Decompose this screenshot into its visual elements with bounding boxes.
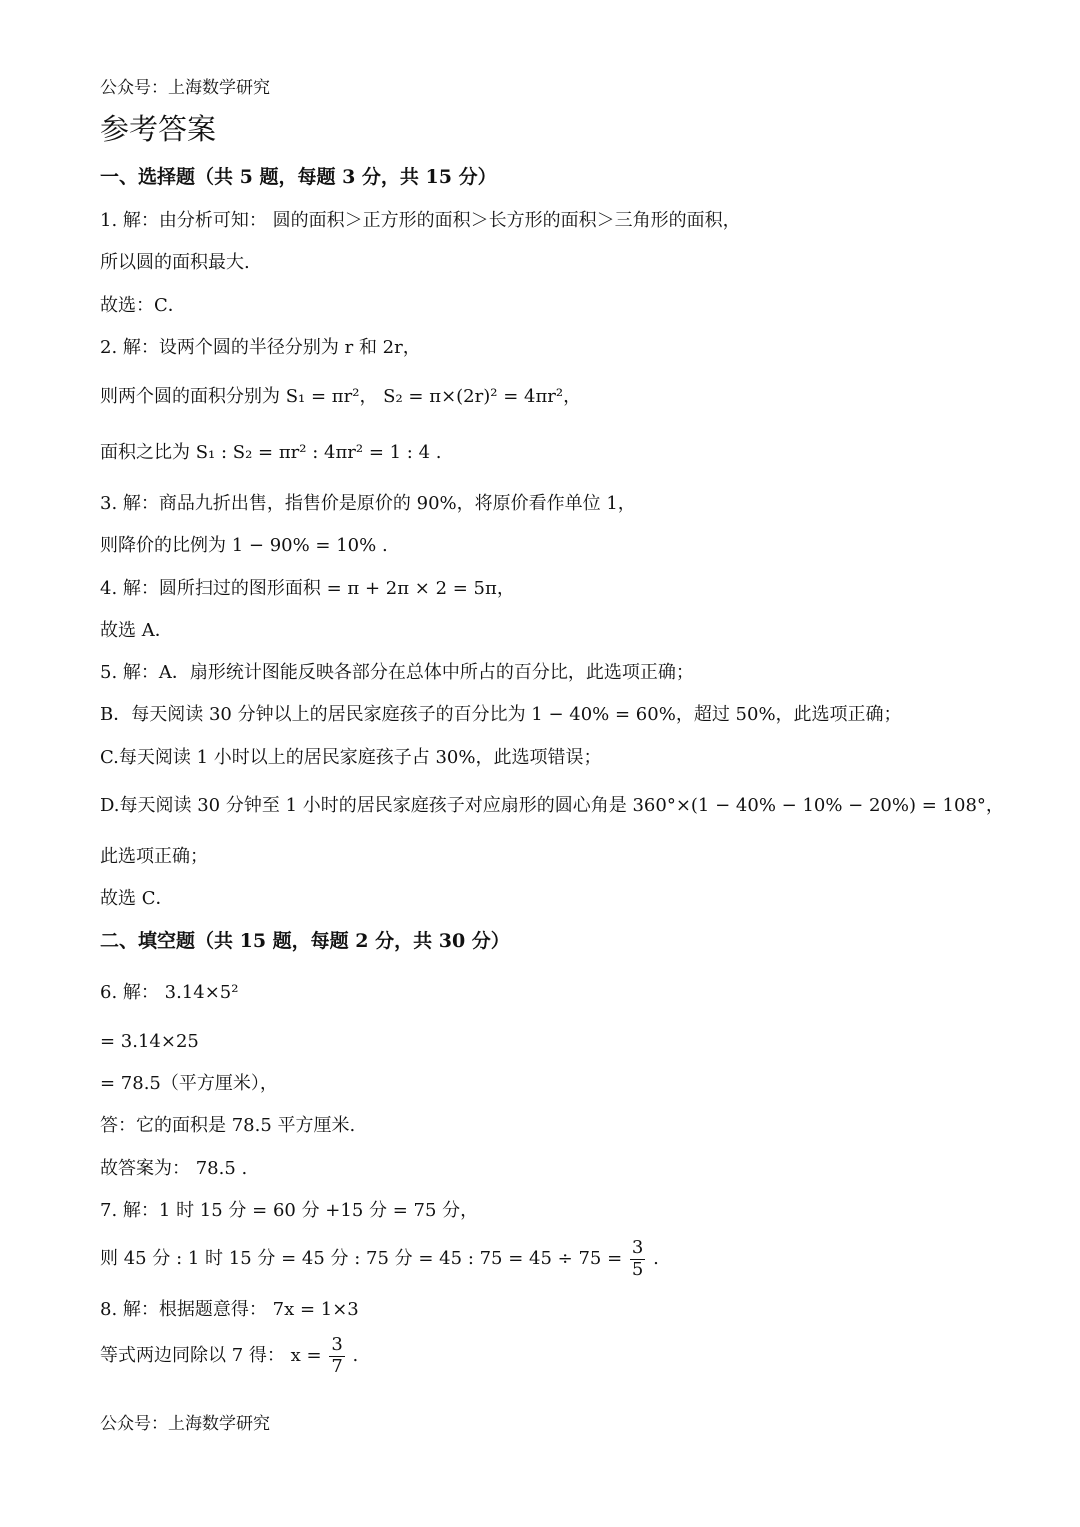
fraction-lead-text: 则 45 分 : 1 时 15 分 = 45 分 : 75 分 = 45 : 75 = 45 ÷ 75 =	[100, 1248, 623, 1270]
answer-line: 故选 C．	[100, 888, 174, 909]
answer-line: 5. 解：A．扇形统计图能反映各部分在总体中所占的百分比，此选项正确；	[100, 662, 694, 683]
section-heading-fill: 二、填空题（共 15 题，每题 2 分，共 30 分）	[100, 930, 510, 952]
answer-line: 则降价的比例为 1 − 90% = 10% .	[100, 535, 388, 556]
answer-line: 答：它的面积是 78.5 平方厘米.	[100, 1115, 356, 1136]
answer-line: C.每天阅读 1 小时以上的居民家庭孩子占 30%，此选项错误；	[100, 747, 602, 768]
answer-line: 故答案为： 78.5 .	[100, 1158, 248, 1179]
answer-line: 所以圆的面积最大.	[100, 252, 250, 273]
answer-line: 此选项正确；	[100, 846, 208, 867]
fraction-end: .	[653, 1248, 659, 1270]
answer-line: 6. 解： 3.14×5²	[100, 982, 239, 1003]
answer-line: 4. 解：圆所扫过的图形面积 = π + 2π × 2 = 5π，	[100, 578, 515, 599]
page-footer: 公众号：上海数学研究	[100, 1414, 270, 1434]
page-title: 参考答案	[100, 112, 217, 146]
answer-line: D.每天阅读 30 分钟至 1 小时的居民家庭孩子对应扇形的圆心角是 360°×(1 − 40% − 10% − 20%) = 108°，	[100, 795, 1004, 816]
answer-line: 故选 A．	[100, 620, 173, 641]
fraction	[630, 1238, 645, 1280]
fraction-denominator: 7	[331, 1355, 343, 1377]
answer-line-fraction	[100, 1335, 358, 1377]
answer-line: = 3.14×25	[100, 1031, 199, 1052]
answer-line: 2. 解：设两个圆的半径分别为 r 和 2r，	[100, 337, 421, 358]
fraction-end: .	[352, 1345, 359, 1367]
answer-line: B．每天阅读 30 分钟以上的居民家庭孩子的百分比为 1 − 40% = 60%，超过 50%，此选项正确；	[100, 704, 902, 725]
fraction-lead-text: 等式两边同除以 7 得： x =	[100, 1345, 322, 1367]
answer-line: 故选：C．	[100, 295, 186, 316]
fraction-denominator: 5	[631, 1258, 644, 1280]
answer-line: 3. 解：商品九折出售，指售价是原价的 90%，将原价看作单位 1，	[100, 493, 636, 514]
answer-line: 1. 解：由分析可知： 圆的面积＞正方形的面积＞长方形的面积＞三角形的面积，	[100, 210, 741, 231]
answer-line: 8. 解：根据题意得： 7x = 1×3	[100, 1299, 359, 1320]
answer-line: 则两个圆的面积分别为 S₁ = πr²， S₂ = π×(2r)² = 4πr²，	[100, 386, 582, 407]
page-header: 公众号：上海数学研究	[100, 78, 270, 98]
answer-line-fraction	[100, 1238, 659, 1280]
fraction-numerator: 3	[631, 1237, 644, 1258]
answer-line: = 78.5（平方厘米），	[100, 1073, 278, 1094]
answer-line: 面积之比为 S₁ : S₂ = πr² : 4πr² = 1 : 4 .	[100, 442, 442, 463]
fraction	[329, 1335, 344, 1377]
fraction-numerator: 3	[331, 1334, 343, 1355]
answer-line: 7. 解：1 时 15 分 = 60 分 +15 分 = 75 分，	[100, 1200, 479, 1221]
section-heading-choice: 一、选择题（共 5 题，每题 3 分，共 15 分）	[100, 166, 497, 188]
